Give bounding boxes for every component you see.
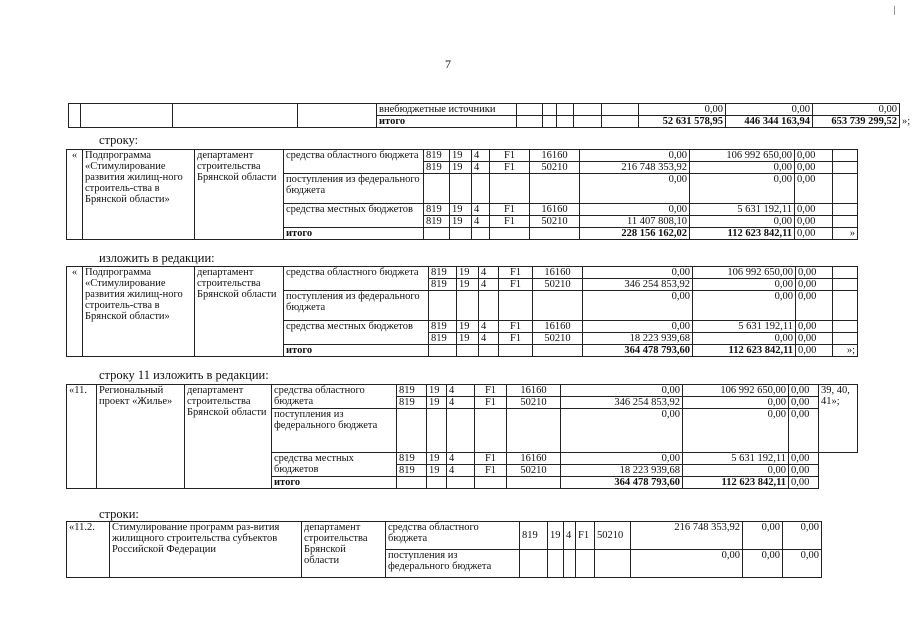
table-row: внебюджетные источники 0,00 0,00 0,00 (69, 104, 924, 116)
page-number: 7 (445, 57, 451, 71)
table-row: 819 19 4 F1 50210 18 223 939,68 0,00 0,00 (67, 465, 858, 477)
table-row: итого 364 478 793,60 112 623 842,11 0,00 (67, 477, 858, 489)
table-row: 819 19 4 F1 50210 346 254 853,92 0,00 0,00 (67, 279, 858, 291)
label-stroki: строки: (99, 507, 139, 521)
table-row: итого 228 156 162,02 112 623 842,11 0,00 » (67, 228, 858, 240)
label-izlozhit-1: изложить в редакции: (99, 251, 215, 265)
label-stroku-11: строку 11 изложить в редакции: (99, 368, 269, 382)
table-row: средства местных бюджетов 819 19 4 F1 16160 0,00 5 631 192,11 0,00 (67, 204, 858, 216)
table-row: «11.2. Стимулирование программ раз-вития жилищного строительства субъектов Российской Федерации департамент строительства Брянской области средства областного бюджета 819 19 4 F1 50210 216 748 353,92 0,00 0,00 (67, 522, 822, 550)
table-row: поступления из федерального бюджета 0,00 0,00 0,00 (67, 174, 858, 204)
margin-mark (894, 6, 895, 15)
table-row: поступления из федерального бюджета 0,00 0,00 0,00 (67, 409, 858, 453)
label-stroku: строку: (99, 133, 139, 147)
table-block-4 (66, 521, 822, 578)
table-row: 819 19 4 F1 50210 18 223 939,68 0,00 0,00 (67, 333, 858, 345)
table-row: 819 19 4 F1 50210 11 407 808,10 0,00 0,00 (67, 216, 858, 228)
table-block-1 (66, 149, 858, 240)
table-row: «11. Региональный проект «Жилье» департамент строительства Брянской области средства областного бюджета 819 19 4 F1 16160 0,00 106 992 650,00 0,00 39, 40, 41»; (67, 385, 858, 397)
table-row: « Подпрограмма «Стимулирование развития жилищ-ного строитель-ства в Брянской области» департамент строительства Брянской области средства областного бюджета 819 19 4 F1 16160 0,00 106 992 650,00 0,00 (67, 150, 858, 162)
table-row: « Подпрограмма «Стимулирование развития жилищ-ного строитель-ства в Брянской области» департамент строительства Брянской области средства областного бюджета 819 19 4 F1 16160 0,00 106 992 650,00 0,00 (67, 267, 858, 279)
table-row: средства местных бюджетов 819 19 4 F1 16160 0,00 5 631 192,11 0,00 (67, 321, 858, 333)
table-row: средства местных бюджетов 819 19 4 F1 16160 0,00 5 631 192,11 0,00 (67, 453, 858, 465)
table-top (68, 103, 924, 128)
table-row: поступления из федерального бюджета 0,00 0,00 0,00 (67, 291, 858, 321)
table-row: 819 19 4 F1 50210 216 748 353,92 0,00 0,00 (67, 162, 858, 174)
table-row: итого 364 478 793,60 112 623 842,11 0,00 »; (67, 345, 858, 357)
table-row: 819 19 4 F1 50210 346 254 853,92 0,00 0,00 (67, 397, 858, 409)
table-block-3 (66, 384, 858, 489)
table-row: поступления из федерального бюджета 0,00 0,00 0,00 (67, 550, 822, 578)
table-row: итого 52 631 578,95 446 344 163,94 653 739 299,52 »; (69, 116, 924, 128)
table-block-2 (66, 266, 858, 357)
